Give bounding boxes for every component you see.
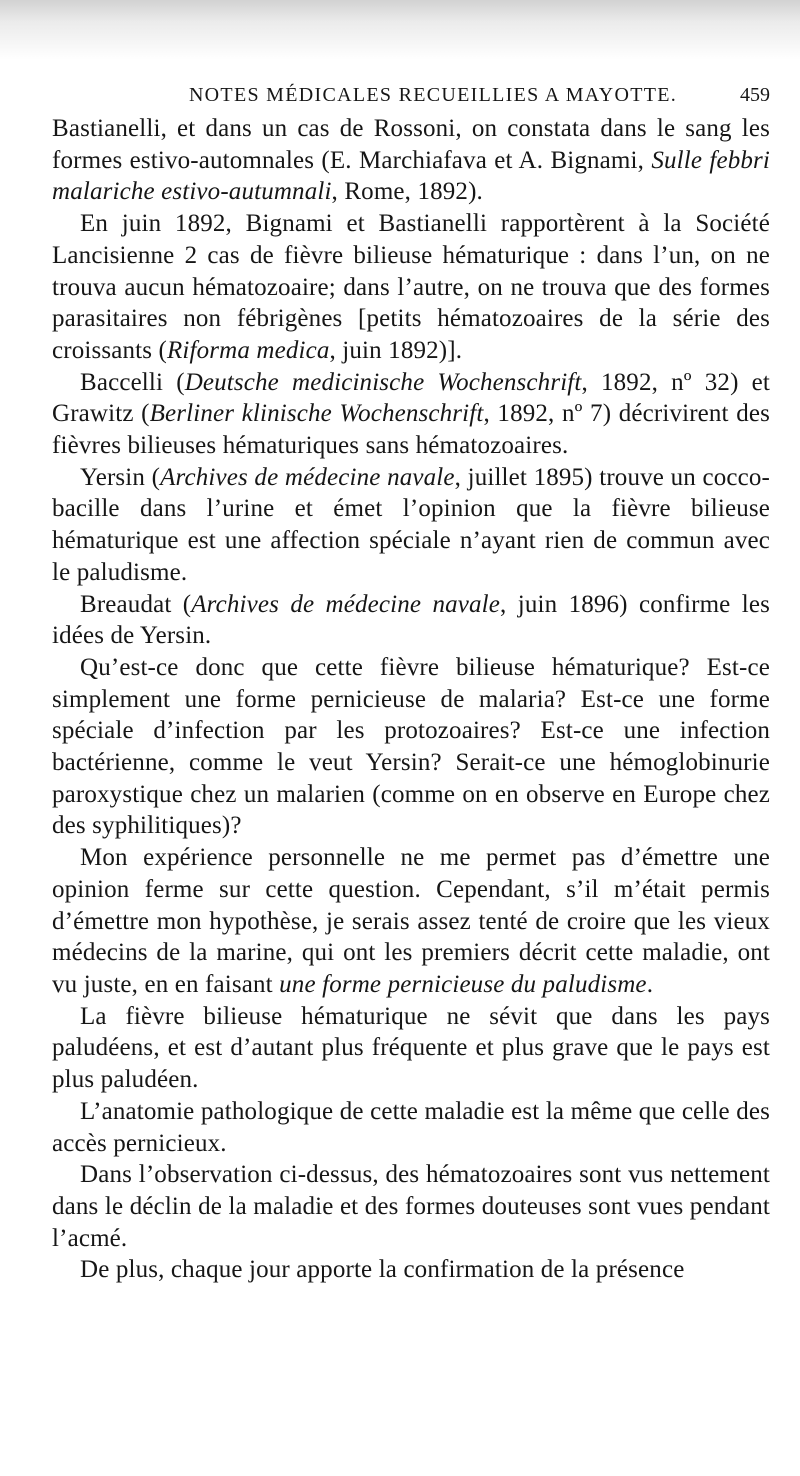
paragraph (52, 589, 770, 652)
italic-title: Sulle febbri malariche estivo-autumnali (52, 146, 770, 206)
paragraph (52, 1159, 770, 1254)
text-run: Qu’est-ce donc que cette fièvre bilieuse hématurique? Est-ce simplement une forme pernicieuse de malaria? Est-ce une forme spéciale d’infection par les protozoaires? Est-ce une infection bactérienne, comme le veut Yersin? Serait-ce une hémoglobinurie paroxystique chez un malarien (comme on en observe en Europe chez des syphilitiques)? (52, 653, 770, 840)
text-run: Yersin ( (80, 463, 161, 491)
paragraph (52, 1001, 770, 1096)
running-title: NOTES MÉDICALES RECUEILLIES A MAYOTTE. (188, 84, 678, 106)
paragraph (52, 842, 770, 1001)
paragraph (52, 652, 770, 842)
italic-title: Deutsche medicinische Wochenschrift (184, 368, 582, 396)
italic-title: Archives de médecine navale (160, 463, 455, 491)
text-run: Mon expérience personnelle ne me permet pas d’émettre une opinion ferme sur cette question. Cependant, s’il m’était permis d’émettre mon hypothèse, je serais assez tenté de croire que les vieux médecins de la marine, qui ont les premiers décrit cette maladie, ont vu juste, en en faisant (52, 844, 770, 998)
text-run: , Rome, 1892). (331, 178, 483, 206)
scan-edge (0, 0, 800, 62)
page-number: 459 (740, 84, 770, 106)
text-run: , juin 1896) confirme les idées de Yersin. (52, 590, 770, 650)
text-run: , juin 1892)]. (329, 336, 463, 364)
text-run: L’anatomie pathologique de cette maladie est la même que celle des accès pernicieux. (52, 1097, 770, 1157)
text-run: , 1892, nº 32) et Grawitz ( (52, 368, 770, 428)
running-header (52, 84, 770, 112)
text-run: Dans l’observation ci-dessus, des hématozoaires sont vus nettement dans le déclin de la maladie et des formes douteuses sont vues pendant l’acmé. (52, 1161, 770, 1252)
italic-phrase: une forme pernicieuse du paludisme (279, 970, 647, 998)
paragraph (52, 1254, 770, 1286)
text-run: En juin 1892, Bignami et Bastianelli rapportèrent à la Société Lancisienne 2 cas de fièvre bilieuse hématurique : dans l’un, on ne trouva aucun hématozoaire; dans l’autre, on ne trouva que des formes parasitaires non fébrigènes [petits hématozoaires de la série des croissants ( (52, 210, 770, 364)
text-run: La fièvre bilieuse hématurique ne sévit que dans les pays paludéens, et est d’autant plus fréquente et plus grave que le pays est plus paludéen. (52, 1002, 770, 1094)
text-run: Bastianelli, et dans un cas de Rossoni, on constata dans le sang les formes estivo-automnales (E. Marchiafava et A. Bignami, (52, 115, 770, 174)
italic-title: Riforma medica (166, 336, 330, 364)
paragraph (52, 1096, 770, 1159)
text-run: Baccelli ( (80, 368, 185, 396)
body-text (52, 113, 770, 1286)
paragraph (52, 462, 770, 589)
paragraph (52, 113, 770, 208)
text-run: . (646, 970, 654, 998)
text-run: , juillet 1895) trouve un cocco-bacille dans l’urine et émet l’opinion que la fièvre bilieuse hématurique est une affection spéciale n’ayant rien de commun avec le paludisme. (52, 463, 770, 586)
text-run: Breaudat ( (80, 590, 192, 618)
text-run: , 1892, nº 7) décrivirent des fièvres bilieuses hématuriques sans hématozoaires. (52, 400, 770, 460)
italic-title: Berliner klinische Wochenschrift (149, 400, 484, 428)
paragraph (52, 208, 770, 367)
paragraph (52, 367, 770, 462)
text-run: De plus, chaque jour apporte la confirmation de la présence (80, 1256, 685, 1284)
italic-title: Archives de médecine navale (191, 590, 501, 618)
